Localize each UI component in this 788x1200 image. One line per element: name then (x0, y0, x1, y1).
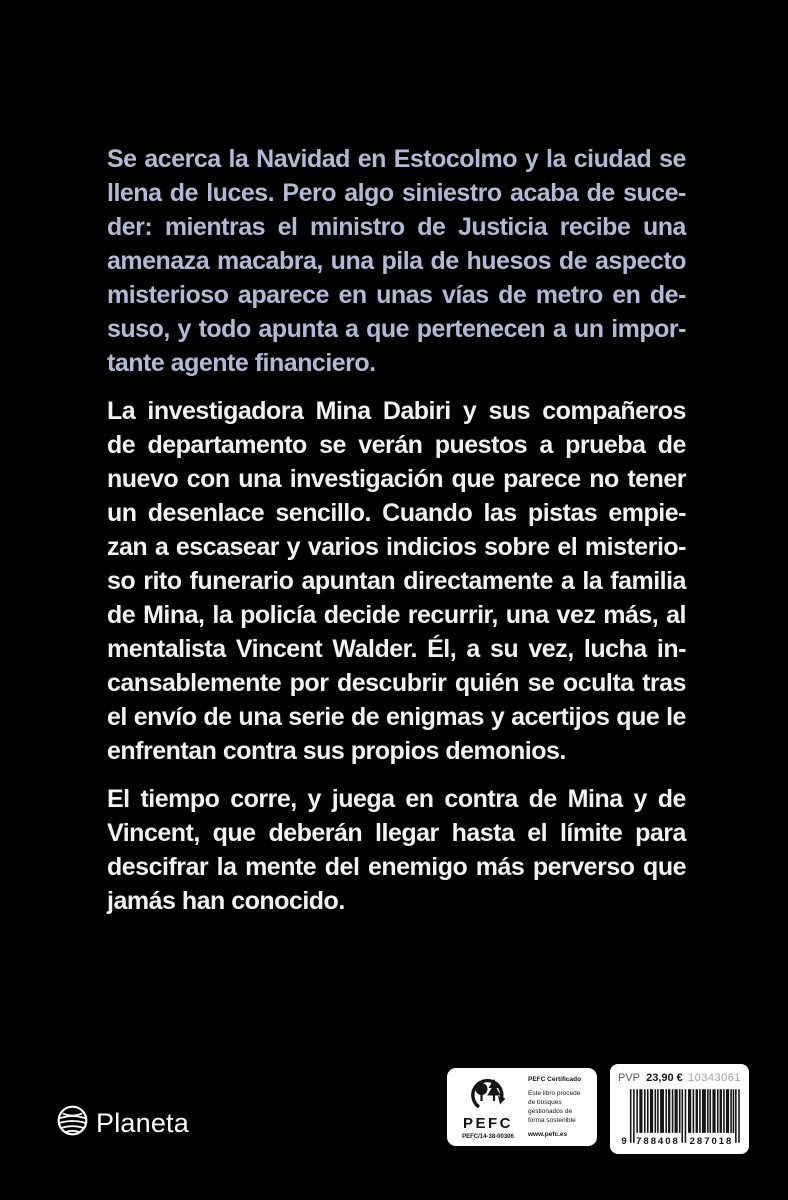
synopsis-line: tante agente financiero. (107, 349, 376, 377)
price-barcode-label (610, 1064, 749, 1154)
isbn-group2: 287018 (689, 1136, 734, 1147)
synopsis-line: llena de luces. Pero algo siniestro acaba de suce- (107, 179, 686, 207)
synopsis-paragraph (107, 394, 686, 768)
pefc-certified-title: PEFC Certificado (528, 1076, 582, 1083)
synopsis-line: descifrar la mente del enemigo más perverso que (107, 853, 686, 881)
edition-code: 10343061 (688, 1072, 741, 1084)
isbn-first-digit: 9 (621, 1136, 627, 1147)
publisher-name: Planeta (96, 1107, 189, 1138)
synopsis-line: so rito funerario apuntan directamente a la familia (107, 567, 686, 595)
pefc-trees-icon (467, 1074, 509, 1116)
synopsis-line: zan a escasear y varios indicios sobre el misterio- (107, 533, 686, 561)
planeta-globe-icon (56, 1104, 89, 1142)
synopsis-line: un desenlace sencillo. Cuando las pistas empie- (107, 499, 686, 527)
synopsis-line: der: mientras el ministro de Justicia recibe una (107, 213, 686, 241)
synopsis-line: nuevo con una investigación que parece no tener (107, 465, 686, 493)
synopsis-line: amenaza macabra, una pila de huesos de aspecto (107, 247, 686, 275)
synopsis-paragraph (107, 142, 686, 380)
synopsis-line: La investigadora Mina Dabiri y sus compañeros (107, 397, 686, 425)
price-amount: 23,90 € (646, 1072, 683, 1084)
synopsis-line: misterioso aparece en unas vías de metro en de- (107, 281, 686, 309)
pefc-license-number: PEFC/14-38-00306 (462, 1134, 514, 1140)
synopsis-line: Se acerca la Navidad en Estocolmo y la ciudad se (107, 145, 686, 173)
price-value (618, 1072, 683, 1084)
synopsis-line: cansablemente por descubrir quién se oculta tras (107, 669, 686, 697)
pefc-claim: Este libro procede de bosques gestionados de forma sostenible (528, 1090, 581, 1124)
pefc-acronym: PEFC (462, 1115, 513, 1132)
pvp-prefix: PVP (618, 1072, 641, 1084)
synopsis-line: de Mina, la policía decide recurrir, una vez más, al (107, 601, 686, 629)
synopsis-line: mentalista Vincent Walder. Él, a su vez, lucha in- (107, 635, 686, 663)
publisher-logo (56, 1104, 189, 1142)
synopsis-line: suso, y todo apunta a que pertenecen a un impor- (107, 315, 686, 343)
pefc-label (447, 1068, 597, 1146)
synopsis-line: de departamento se verán puestos a prueba de (107, 431, 686, 459)
synopsis-line: Vincent, que deberán llegar hasta el límite para (107, 819, 686, 847)
synopsis (107, 142, 686, 932)
pefc-website: www.pefc.es (528, 1131, 568, 1139)
synopsis-paragraph (107, 782, 686, 918)
synopsis-line: el envío de una serie de enigmas y acertijos que le (107, 703, 686, 731)
synopsis-line: enfrentan contra sus propios demonios. (107, 737, 566, 765)
ean-barcode (618, 1089, 741, 1147)
isbn-group1: 788408 (636, 1136, 680, 1147)
synopsis-line: El tiempo corre, y juega en contra de Mina y de (107, 785, 686, 813)
isbn-number (618, 1136, 741, 1147)
synopsis-line: jamás han conocido. (107, 887, 345, 915)
